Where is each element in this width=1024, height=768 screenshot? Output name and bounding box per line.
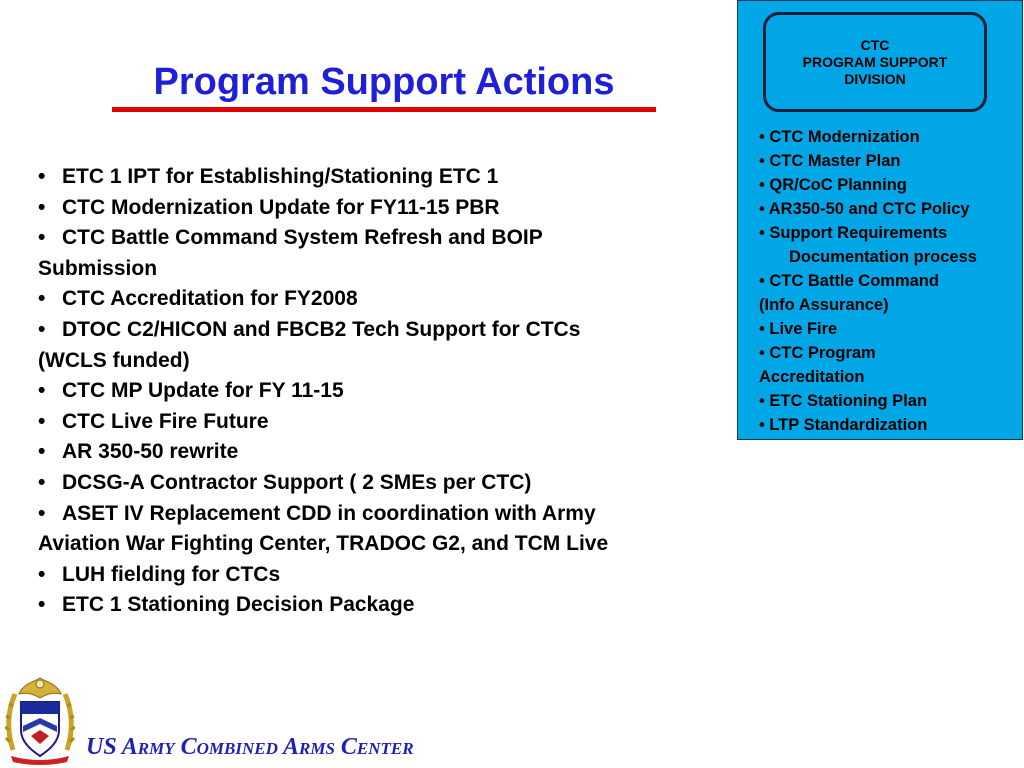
- division-panel: [737, 0, 1023, 440]
- bullet-icon: •: [38, 470, 46, 494]
- list-item-continuation: (WCLS funded): [38, 348, 190, 372]
- panel-item: • Live Fire: [759, 320, 838, 338]
- panel-item: • CTC Battle Command: [759, 272, 939, 290]
- division-title-line: DIVISION: [844, 70, 906, 87]
- list-item: • CTC MP Update for FY 11-15: [38, 376, 738, 407]
- page-title: Program Support Actions: [153, 61, 615, 103]
- bullet-icon: •: [38, 379, 46, 403]
- list-item: • DCSG-A Contractor Support ( 2 SMEs per CTC): [38, 468, 738, 499]
- organization-name: US Army Combined Arms Center: [86, 734, 414, 760]
- division-title-line: PROGRAM SUPPORT: [802, 53, 948, 70]
- panel-item: • Support Requirements: [759, 224, 948, 242]
- list-item: • ASET IV Replacement CDD in coordination with Army: [38, 499, 738, 530]
- list-item: • CTC Modernization Update for FY11-15 PBR: [38, 193, 738, 224]
- list-item: • ETC 1 Stationing Decision Package: [38, 590, 738, 621]
- division-title-line: CTC: [860, 36, 890, 53]
- panel-item: • CTC Modernization: [759, 128, 920, 146]
- panel-item-continuation: Accreditation: [759, 368, 865, 386]
- army-crest-logo-icon: [5, 672, 75, 766]
- list-item: • DTOC C2/HICON and FBCB2 Tech Support for CTCs: [38, 315, 738, 346]
- list-item: • AR 350-50 rewrite: [38, 437, 738, 468]
- panel-item: • CTC Master Plan: [759, 152, 901, 170]
- bullet-icon: •: [38, 195, 46, 219]
- division-responsibilities-list: [759, 125, 1021, 437]
- panel-item: • CTC Program: [759, 344, 876, 362]
- list-item: • CTC Live Fire Future: [38, 407, 738, 438]
- panel-item-continuation: (Info Assurance): [759, 296, 889, 314]
- list-item: • ETC 1 IPT for Establishing/Stationing ETC 1: [38, 162, 738, 193]
- bullet-icon: •: [38, 440, 46, 464]
- bullet-icon: •: [38, 317, 46, 341]
- bullet-icon: •: [38, 562, 46, 586]
- bullet-icon: •: [38, 593, 46, 617]
- list-item: • CTC Battle Command System Refresh and BOIP: [38, 223, 738, 254]
- title-underline: [112, 107, 656, 112]
- actions-list: [38, 162, 738, 621]
- list-item: • LUH fielding for CTCs: [38, 560, 738, 591]
- list-item: • CTC Accreditation for FY2008: [38, 284, 738, 315]
- panel-item: • QR/CoC Planning: [759, 176, 907, 194]
- division-title-box: [763, 12, 987, 112]
- bullet-icon: •: [38, 409, 46, 433]
- bullet-icon: •: [38, 165, 46, 188]
- list-item-continuation: Aviation War Fighting Center, TRADOC G2, and TCM Live: [38, 532, 609, 556]
- bullet-icon: •: [38, 501, 46, 525]
- panel-item: • LTP Standardization: [759, 416, 928, 434]
- list-item-continuation: Submission: [38, 256, 158, 280]
- panel-item: • AR350-50 and CTC Policy: [759, 200, 970, 218]
- bullet-icon: •: [38, 226, 46, 250]
- bullet-icon: •: [38, 287, 46, 311]
- panel-item-continuation: Documentation process: [789, 248, 977, 266]
- panel-item: • ETC Stationing Plan: [759, 392, 928, 410]
